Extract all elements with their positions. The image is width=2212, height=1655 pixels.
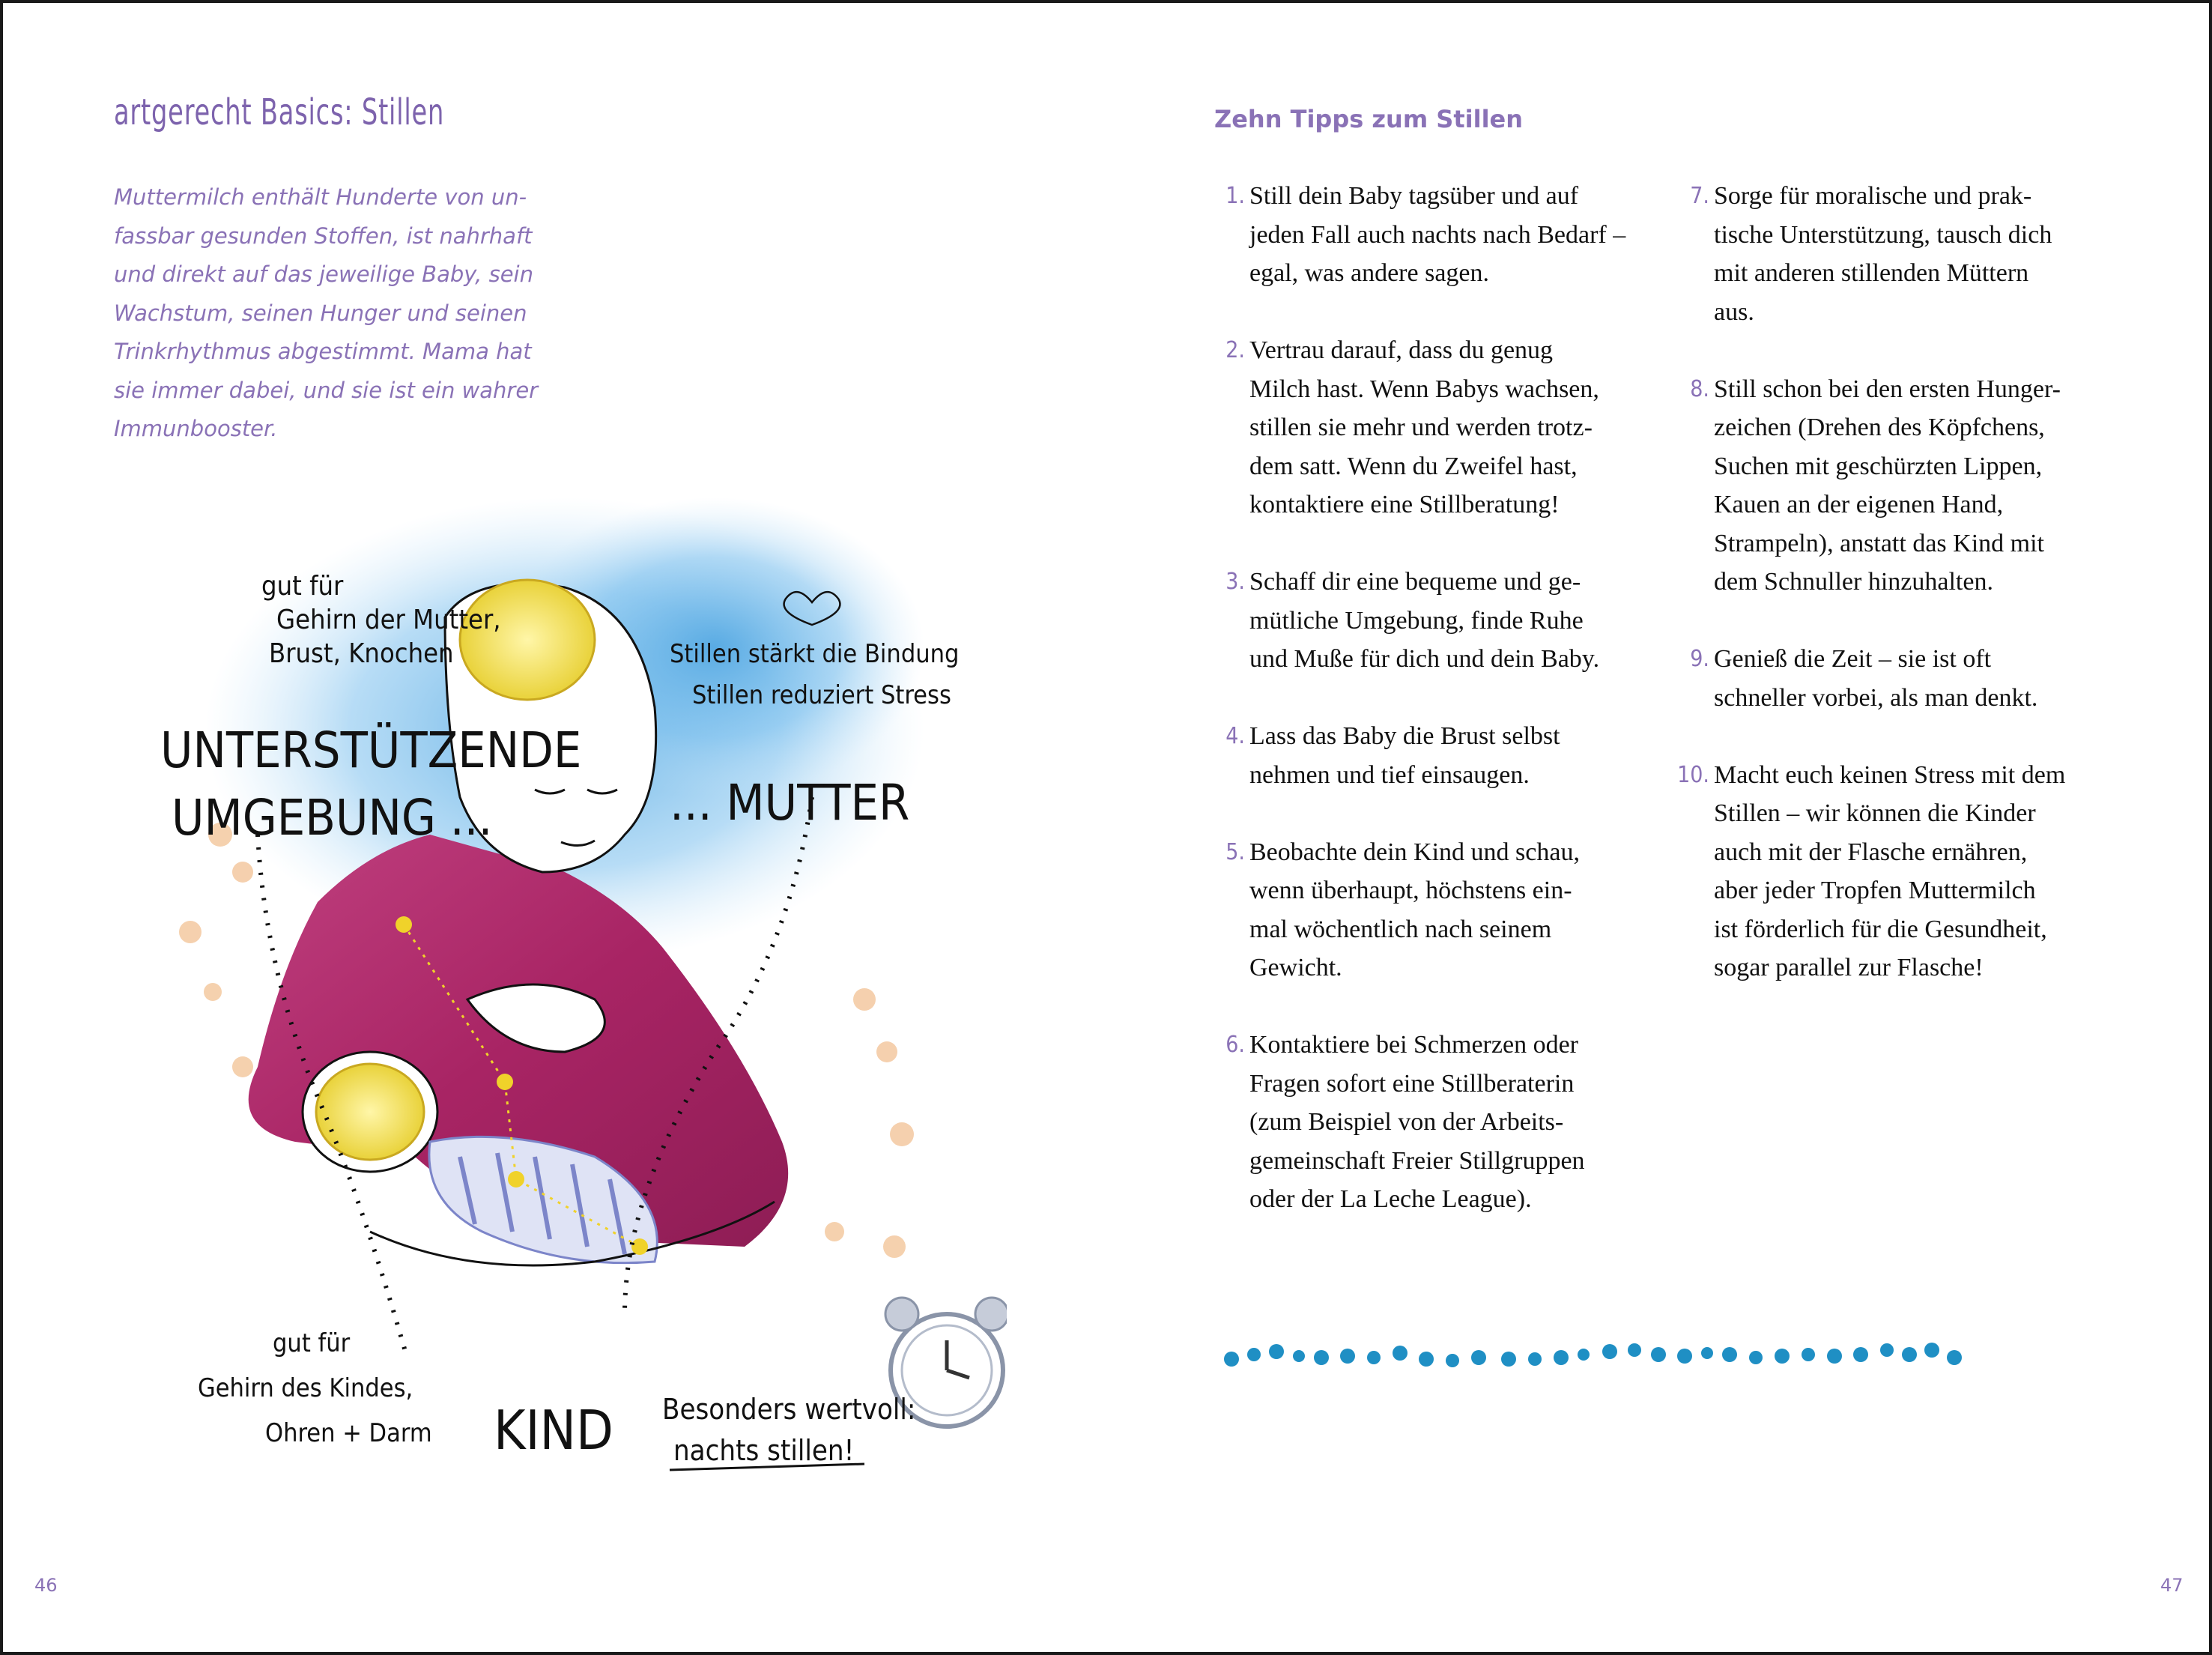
note-child-benefits-line: gut für xyxy=(273,1328,351,1358)
intro-line: sie immer dabei, und sie ist ein wahrer xyxy=(114,377,539,403)
tip-line: dem satt. Wenn du Zweifel hast, xyxy=(1249,452,1578,480)
tip-line: oder der La Leche League). xyxy=(1249,1185,1532,1213)
intro-line: Immunbooster. xyxy=(114,416,278,441)
note-bonding-line: Stillen stärkt die Bindung xyxy=(670,639,960,669)
tip-item xyxy=(1218,1026,1637,1219)
tip-line: aus. xyxy=(1714,297,1754,326)
tip-line: egal, was andere sagen. xyxy=(1249,259,1490,287)
label-child: KIND xyxy=(494,1399,613,1462)
tip-line: Milch hast. Wenn Babys wachsen, xyxy=(1249,375,1599,403)
intro-paragraph xyxy=(114,178,541,449)
tip-line: Schaff dir eine bequeme und ge- xyxy=(1249,568,1581,596)
tip-line: Beobachte dein Kind und schau, xyxy=(1249,838,1580,866)
tip-line: Gewicht. xyxy=(1249,954,1342,981)
tip-line: und Muße für dich und dein Baby. xyxy=(1249,645,1600,673)
tip-line: mit anderen stillenden Müttern xyxy=(1714,259,2029,287)
tip-item xyxy=(1218,331,1637,524)
tip-item xyxy=(1682,177,2117,331)
breastfeeding-illustration xyxy=(145,482,1007,1479)
note-mother-benefits-line: Gehirn der Mutter, xyxy=(276,605,501,635)
tip-line: mal wöchentlich nach seinem xyxy=(1249,915,1552,943)
tip-line: Lass das Baby die Brust selbst xyxy=(1249,722,1560,750)
tip-line: gemeinschaft Freier Stillgruppen xyxy=(1249,1146,1585,1175)
note-night-feeding-line: Besonders wertvoll: xyxy=(662,1393,916,1426)
mother-brain xyxy=(460,580,595,700)
tip-number: 10. xyxy=(1677,761,1709,788)
tip-item xyxy=(1218,563,1637,679)
tip-number: 6. xyxy=(1225,1032,1245,1058)
tip-line: aber jeder Tropfen Muttermilch xyxy=(1714,877,2036,904)
tip-line: auch mit der Flasche ernähren, xyxy=(1714,838,2028,866)
intro-line: Wachstum, seinen Hunger und seinen xyxy=(114,300,527,326)
tips-column-right xyxy=(1677,177,2117,1026)
tip-line: mütliche Umgebung, finde Ruhe xyxy=(1249,606,1584,635)
tip-number: 7. xyxy=(1690,183,1709,209)
tip-line: jeden Fall auch nachts nach Bedarf – xyxy=(1249,220,1626,249)
note-night-feeding-line: nachts stillen! xyxy=(673,1434,855,1467)
tip-line: Kauen an der eigenen Hand, xyxy=(1714,491,2004,518)
tip-item xyxy=(1218,717,1637,794)
divider-dots xyxy=(1224,1343,1962,1367)
tip-line: Still schon bei den ersten Hunger- xyxy=(1714,375,2061,403)
tip-number: 3. xyxy=(1225,569,1245,595)
tip-line: Kontaktiere bei Schmerzen oder xyxy=(1249,1031,1578,1059)
label-mother: ... MUTTER xyxy=(670,774,910,832)
tip-number: 8. xyxy=(1690,375,1709,402)
tip-line: ist förderlich für die Gesundheit, xyxy=(1714,915,2047,943)
tip-line: Macht euch keinen Stress mit dem xyxy=(1714,760,2066,789)
note-mother-benefits-line: Brust, Knochen xyxy=(269,638,454,669)
tip-line: Still dein Baby tagsüber und auf xyxy=(1249,182,1579,210)
tip-line: schneller vorbei, als man denkt. xyxy=(1714,683,2038,712)
note-mother-benefits-line: gut für xyxy=(261,571,344,602)
note-bonding-line: Stillen reduziert Stress xyxy=(692,680,951,710)
intro-line: Muttermilch enthält Hunderte von un- xyxy=(114,184,527,210)
intro-line: Trinkrhythmus abgestimmt. Mama hat xyxy=(114,339,532,364)
intro-line: und direkt auf das jeweilige Baby, sein xyxy=(114,261,533,287)
intro-line: fassbar gesunden Stoffen, ist nahrhaft xyxy=(114,223,533,249)
tip-item xyxy=(1677,756,2117,987)
page-number-right: 47 xyxy=(2160,1575,2184,1596)
tip-line: kontaktiere eine Stillberatung! xyxy=(1249,491,1560,518)
tip-line: sogar parallel zur Flasche! xyxy=(1714,954,1984,981)
page-number-left: 46 xyxy=(34,1575,58,1596)
tips-column-left xyxy=(1218,177,1637,1257)
page-title: artgerecht Basics: Stillen xyxy=(114,91,445,133)
tip-number: 1. xyxy=(1225,183,1245,209)
tip-line: zeichen (Drehen des Köpfchens, xyxy=(1714,414,2045,441)
label-environment: UNTERSTÜTZENDE xyxy=(160,721,582,779)
baby-brain xyxy=(316,1064,424,1160)
tip-line: (zum Beispiel von der Arbeits- xyxy=(1249,1108,1564,1136)
note-child-benefits-line: Ohren + Darm xyxy=(265,1418,432,1448)
tip-number: 5. xyxy=(1225,838,1245,865)
dotted-divider xyxy=(1224,1329,2108,1374)
tip-number: 2. xyxy=(1225,337,1245,363)
tip-item xyxy=(1218,177,1637,293)
tip-line: Fragen sofort eine Stillberaterin xyxy=(1249,1069,1575,1098)
tip-line: Strampeln), anstatt das Kind mit xyxy=(1714,529,2044,557)
tip-line: tische Unterstützung, tausch dich xyxy=(1714,220,2052,249)
tip-line: Stillen – wir können die Kinder xyxy=(1714,799,2036,827)
tip-item xyxy=(1682,640,2117,717)
label-environment: UMGEBUNG ... xyxy=(172,789,493,847)
tip-number: 4. xyxy=(1225,723,1245,749)
tip-line: Suchen mit geschürzten Lippen, xyxy=(1714,452,2043,480)
tip-line: Vertrau darauf, dass du genug xyxy=(1249,336,1554,364)
tip-line: nehmen und tief einsaugen. xyxy=(1249,760,1530,789)
tip-line: wenn überhaupt, höchstens ein- xyxy=(1249,877,1572,904)
tips-heading: Zehn Tipps zum Stillen xyxy=(1214,105,1524,133)
tip-line: dem Schnuller hinzuhalten. xyxy=(1714,568,1993,596)
tip-line: Genieß die Zeit – sie ist oft xyxy=(1714,645,1992,673)
note-child-benefits-line: Gehirn des Kindes, xyxy=(198,1373,413,1403)
tip-line: Sorge für moralische und prak- xyxy=(1714,182,2032,210)
tip-line: stillen sie mehr und werden trotz- xyxy=(1249,414,1593,441)
tip-item xyxy=(1218,833,1637,987)
tip-item xyxy=(1682,370,2117,602)
tip-number: 9. xyxy=(1690,646,1709,672)
